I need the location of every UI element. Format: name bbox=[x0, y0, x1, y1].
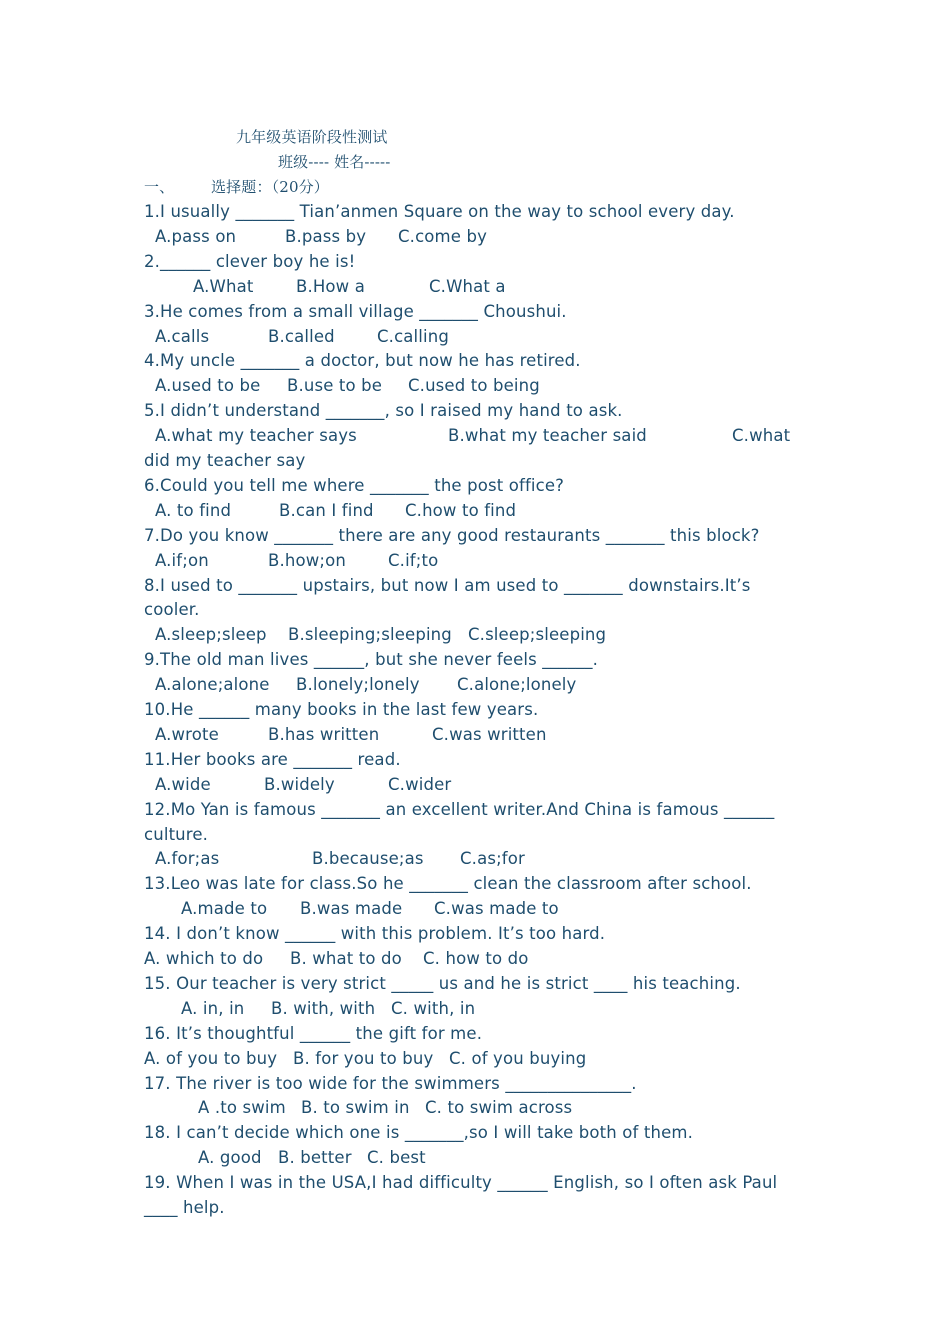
answer-option[interactable]: A.calls bbox=[155, 326, 210, 346]
answer-option[interactable]: B.because;as bbox=[312, 849, 424, 869]
answer-option[interactable]: A .to swim bbox=[198, 1098, 286, 1118]
answer-option[interactable]: C.sleep;sleeping bbox=[468, 625, 607, 645]
answer-option[interactable]: A.wide bbox=[155, 774, 211, 794]
answer-option[interactable]: A.made to bbox=[181, 899, 268, 919]
question-stem: 3.He comes from a small village _______ Choushui. bbox=[144, 301, 567, 321]
answer-option[interactable]: B.how;on bbox=[268, 550, 346, 570]
answer-option[interactable]: B.use to be bbox=[287, 376, 383, 396]
answer-option[interactable]: B.widely bbox=[264, 774, 335, 794]
answer-option[interactable]: A.used to be bbox=[155, 376, 261, 396]
question-stem: 18. I can’t decide which one is _______,so I will take both of them. bbox=[144, 1123, 693, 1143]
question-stem: 11.Her books are _______ read. bbox=[144, 749, 401, 769]
section-number: 一、 bbox=[144, 178, 175, 196]
answer-option[interactable]: C.alone;lonely bbox=[457, 675, 577, 695]
question-stem: 17. The river is too wide for the swimmers _______________. bbox=[144, 1073, 637, 1093]
answer-option[interactable]: C.come by bbox=[398, 226, 487, 246]
answer-option[interactable]: C. best bbox=[367, 1148, 426, 1168]
question-stem: 2.______ clever boy he is! bbox=[144, 251, 356, 271]
answer-option[interactable]: C.how to find bbox=[405, 500, 517, 520]
answer-option[interactable]: C.wider bbox=[388, 774, 452, 794]
answer-option[interactable]: C.as;for bbox=[460, 849, 525, 869]
question-stem: 16. It’s thoughtful ______ the gift for me. bbox=[144, 1023, 483, 1043]
answer-option[interactable]: B. to swim in bbox=[301, 1098, 410, 1118]
question-stem: 4.My uncle _______ a doctor, but now he has retired. bbox=[144, 351, 581, 371]
answer-option[interactable]: B.what my teacher said bbox=[448, 426, 647, 446]
answer-option[interactable]: A.pass on bbox=[155, 226, 237, 246]
answer-option[interactable]: C.what bbox=[732, 426, 791, 446]
answer-option[interactable]: A.if;on bbox=[155, 550, 209, 570]
answer-option[interactable]: B.pass by bbox=[285, 226, 367, 246]
answer-option[interactable]: B.How a bbox=[296, 276, 365, 296]
answer-option[interactable]: C.calling bbox=[377, 326, 449, 346]
question-stem: 14. I don’t know ______ with this problem. It’s too hard. bbox=[144, 924, 606, 944]
answer-option[interactable]: A.alone;alone bbox=[155, 675, 270, 695]
answer-option[interactable]: C. how to do bbox=[423, 949, 529, 968]
answer-option[interactable]: C.was written bbox=[432, 724, 547, 744]
answer-option[interactable]: B.can I find bbox=[279, 500, 374, 520]
answer-option[interactable]: B.called bbox=[268, 326, 335, 346]
question-stem: 5.I didn’t understand _______, so I raised my hand to ask. bbox=[144, 401, 623, 421]
question-stem: 13.Leo was late for class.So he _______ clean the classroom after school. bbox=[144, 874, 752, 894]
question-stem: cooler. bbox=[144, 600, 200, 620]
answer-option[interactable]: C.used to being bbox=[408, 376, 540, 396]
answer-option[interactable]: B. for you to buy bbox=[293, 1048, 434, 1068]
question-stem: culture. bbox=[144, 824, 209, 844]
class-name-line: 班级---- 姓名----- bbox=[278, 153, 391, 171]
answer-option[interactable]: A. to find bbox=[155, 500, 232, 520]
question-stem: 12.Mo Yan is famous _______ an excellent writer.And China is famous ______ bbox=[144, 799, 775, 819]
question-stem: 8.I used to _______ upstairs, but now I am used to _______ downstairs.It’s bbox=[144, 575, 751, 595]
answer-option[interactable]: A.sleep;sleep bbox=[155, 625, 267, 645]
answer-option[interactable]: B. better bbox=[278, 1148, 352, 1168]
answer-option[interactable]: A. which to do bbox=[144, 949, 264, 968]
answer-option[interactable]: C.What a bbox=[429, 276, 506, 296]
answer-option[interactable]: A. good bbox=[198, 1148, 262, 1168]
answer-option[interactable]: B.sleeping;sleeping bbox=[288, 625, 452, 645]
answer-option[interactable]: C.if;to bbox=[388, 550, 439, 570]
page-title: 九年级英语阶段性测试 bbox=[236, 128, 388, 146]
answer-option[interactable]: B.was made bbox=[300, 899, 403, 919]
answer-option[interactable]: C. with, in bbox=[391, 998, 476, 1018]
question-stem: ____ help. bbox=[144, 1198, 225, 1217]
answer-option[interactable]: B.has written bbox=[268, 724, 380, 744]
question-stem: 6.Could you tell me where _______ the post office? bbox=[144, 475, 565, 495]
question-stem: 15. Our teacher is very strict _____ us and he is strict ____ his teaching. bbox=[144, 973, 741, 993]
answer-option[interactable]: A.wrote bbox=[155, 724, 219, 744]
answer-option[interactable]: A.What bbox=[193, 276, 254, 296]
answer-option[interactable]: A. in, in bbox=[181, 998, 245, 1018]
answer-option[interactable]: A.what my teacher says bbox=[155, 426, 357, 446]
answer-option[interactable]: C.was made to bbox=[434, 899, 559, 919]
question-stem: 19. When I was in the USA,I had difficulty ______ English, so I often ask Paul bbox=[144, 1173, 778, 1193]
question-stem: 10.He ______ many books in the last few years. bbox=[144, 700, 539, 719]
answer-option[interactable]: B. what to do bbox=[290, 949, 402, 968]
answer-option[interactable]: A.for;as bbox=[155, 849, 220, 869]
section-heading: 选择题：（20分） bbox=[211, 178, 329, 196]
option-continuation: did my teacher say bbox=[144, 451, 306, 470]
answer-option[interactable]: A. of you to buy bbox=[144, 1048, 278, 1068]
answer-option[interactable]: B.lonely;lonely bbox=[296, 675, 420, 695]
question-stem: 9.The old man lives ______, but she never feels ______. bbox=[144, 650, 599, 670]
answer-option[interactable]: C. to swim across bbox=[425, 1098, 573, 1118]
question-stem: 7.Do you know _______ there are any good restaurants _______ this block? bbox=[144, 525, 760, 545]
question-stem: 1.I usually _______ Tian’anmen Square on the way to school every day. bbox=[144, 202, 735, 221]
answer-option[interactable]: C. of you buying bbox=[449, 1048, 587, 1068]
answer-option[interactable]: B. with, with bbox=[271, 998, 376, 1018]
